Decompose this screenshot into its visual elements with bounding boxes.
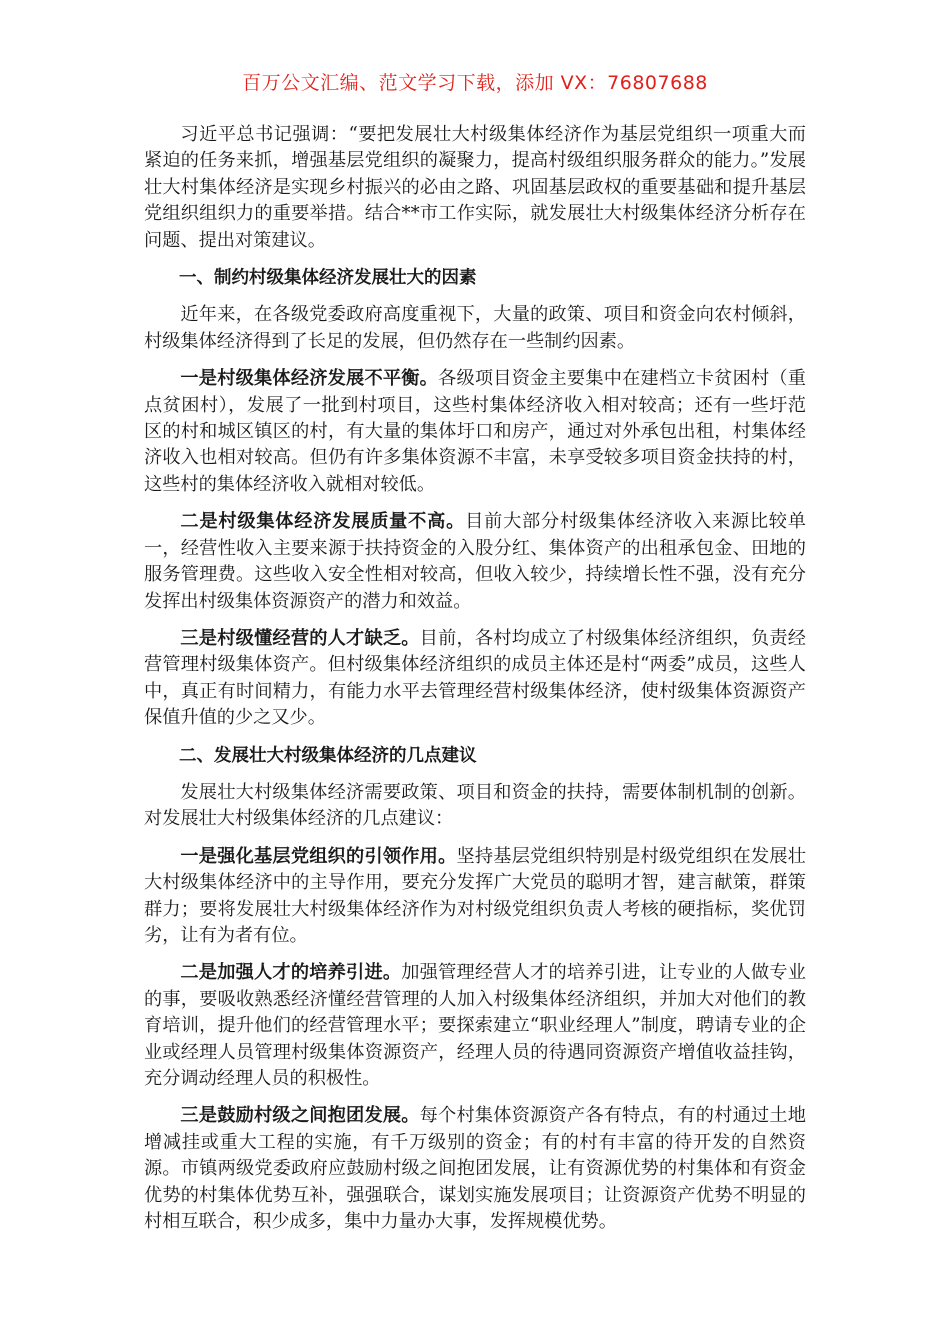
section-heading-1: 一、制约村级集体经济发展壮大的因素 [179, 268, 477, 289]
section-2-intro: 发展壮大村级集体经济需要政策、项目和资金的扶持，需要体制机制的创新。对发展壮大村级集体经济的几点建议： [144, 781, 806, 830]
point-text: 加强管理经营人才的培养引进，让专业的人做专业的事，要吸收熟悉经济懂经营管理的人加入村级集体经济组织，并加大对他们的教育培训，提升他们的经营管理水平；要探索建立“职业经理人”制度，聘请专业的企业或经理人员管理村级集体资源资产，经理人员的待遇同资源资产增值收益挂钩，充分调动经理人员的积极性。 [144, 962, 806, 1089]
point-text: 目前大部分村级集体经济收入来源比较单一，经营性收入主要来源于扶持资金的入股分红、集体资产的出租承包金、田地的服务管理费。这些收入安全性相对较高，但收入较少，持续增长性不强，没有充分发挥出村级集体资源资产的潜力和效益。 [144, 511, 806, 612]
download-banner: 百万公文汇编、范文学习下载，添加 VX：76807688 [242, 72, 708, 94]
point-text: 各级项目资金主要集中在建档立卡贫困村（重点贫困村），发展了一批到村项目，这些村集体经济收入相对较高；还有一些圩范区的村和城区镇区的村，有大量的集体圩口和房产，通过对外承包出租，村集体经济收入也相对较高。但仍有许多集体资源不丰富，未享受较多项目资金扶持的村，这些村的集体经济收入就相对较低。 [144, 368, 806, 495]
point-lead: 三是鼓励村级之间抱团发展。 [180, 1105, 420, 1127]
article-body [144, 122, 806, 1246]
point-lead: 二是村级集体经济发展质量不高。 [180, 511, 466, 533]
point-text: 每个村集体资源资产各有特点，有的村通过土地增减挂或重大工程的实施，有千万级别的资金；有的村有丰富的待开发的自然资源。市镇两级党委政府应鼓励村级之间抱团发展，让有资源优势的村集体和有资金优势的村集体优势互补，强强联合，谋划实施发展项目；让资源资产优势不明显的村相互联合，积少成多，集中力量办大事，发挥规模优势。 [144, 1105, 806, 1233]
point-lead: 三是村级懂经营的人才缺乏。 [180, 627, 420, 649]
section-2-point-1 [144, 844, 806, 950]
section-1-point-2 [144, 509, 806, 615]
section-2-point-2 [144, 960, 806, 1092]
section-heading-2: 二、发展壮大村级集体经济的几点建议 [179, 745, 477, 766]
section-1-intro: 近年来，在各级党委政府高度重视下，大量的政策、项目和资金向农村倾斜，村级集体经济得到了长足的发展，但仍然存在一些制约因素。 [144, 304, 806, 352]
point-lead: 二是加强人才的培养引进。 [180, 962, 402, 984]
section-2-point-3 [144, 1103, 806, 1235]
intro-paragraph: 习近平总书记强调：“要把发展壮大村级集体经济作为基层党组织一项重大而紧迫的任务来抓，增强基层党组织的凝聚力，提高村级组织服务群众的能力。”发展壮大村集体经济是实现乡村振兴的必由之路、巩固基层政权的重要基础和提升基层党组织组织力的重要举措。结合**市工作实际，就发展壮大村级集体经济分析存在问题、提出对策建议。 [144, 124, 806, 251]
point-text: 目前，各村均成立了村级集体经济组织，负责经营管理村级集体资产。但村级集体经济组织的成员主体还是村“两委”成员，这些人中，真正有时间精力，有能力水平去管理经营村级集体经济，使村级集体资源资产保值升值的少之又少。 [144, 627, 806, 729]
section-1-point-3 [144, 626, 806, 732]
point-text: 坚持基层党组织特别是村级党组织在发展壮大村级集体经济中的主导作用，要充分发挥广大党员的聪明才智，建言献策，群策群力；要将发展壮大村级集体经济作为对村级党组织负责人考核的硬指标，奖优罚劣，让有为者有位。 [144, 845, 806, 946]
point-lead: 一是村级集体经济发展不平衡。 [180, 368, 439, 390]
point-lead: 一是强化基层党组织的引领作用。 [180, 845, 457, 867]
section-1-point-1 [144, 366, 806, 498]
